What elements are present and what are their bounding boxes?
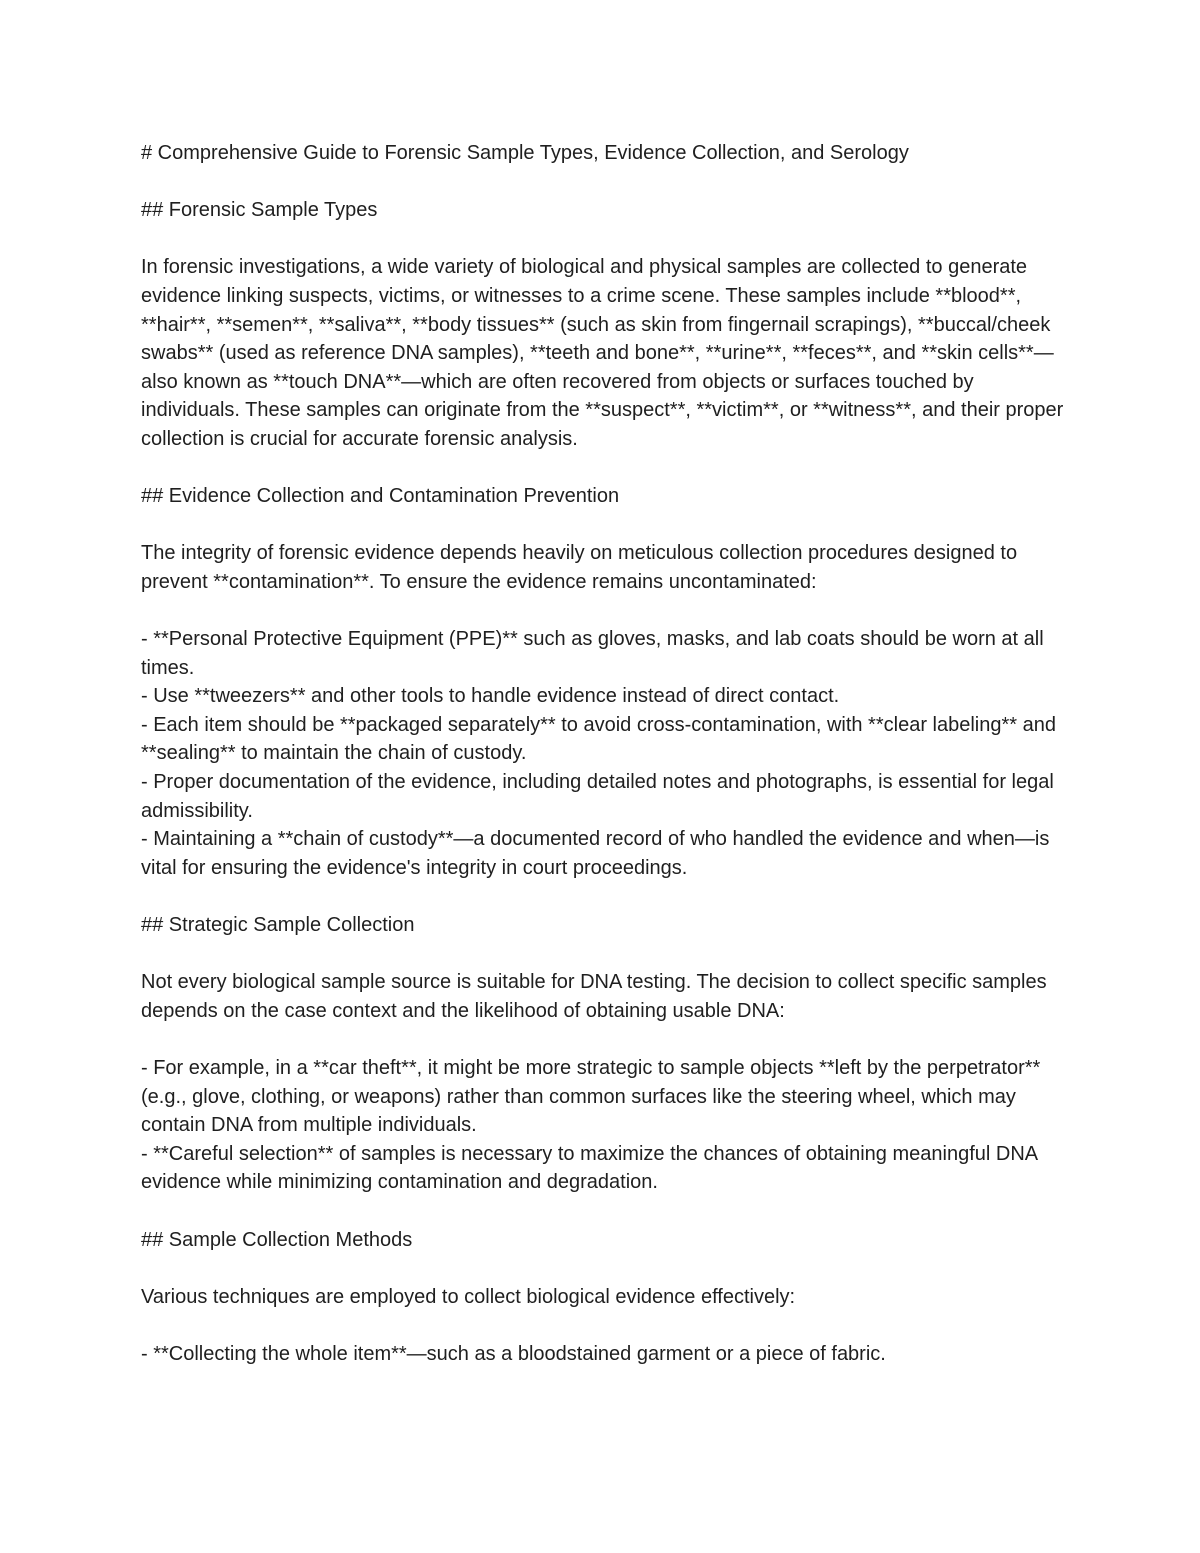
section-heading-contamination: ## Evidence Collection and Contamination Prevention: [141, 485, 620, 508]
list-item: - Proper documentation of the evidence, including detailed notes and photographs, is essential for legal admissibility.: [141, 771, 1054, 822]
list-item: - Maintaining a **chain of custody**—a documented record of who handled the evidence and when—is vital for ensuring the evidence's integrity in court proceedings.: [141, 828, 1050, 879]
section-heading-sample-types: ## Forensic Sample Types: [141, 199, 378, 222]
section-heading-methods: ## Sample Collection Methods: [141, 1228, 413, 1251]
list-item: - **Personal Protective Equipment (PPE)** such as gloves, masks, and lab coats should be worn at all times.: [141, 628, 1044, 679]
paragraph-sample-types: In forensic investigations, a wide variety of biological and physical samples are collected to generate evidence linking suspects, victims, or witnesses to a crime scene. These samples include **blood**, **hair**, **semen**, **saliva**, **body tissues** (such as skin from fingernail scrapings), **buccal/cheek swabs** (used as reference DNA samples), **teeth and bone**, **urine**, **feces**, and **skin cells**—also known as **touch DNA**—which are often recovered from objects or surfaces touched by individuals. These samples can originate from the **suspect**, **victim**, or **witness**, and their proper collection is crucial for accurate forensic analysis.: [141, 256, 1064, 450]
list-methods: [141, 1340, 1071, 1369]
paragraph-strategic: Not every biological sample source is suitable for DNA testing. The decision to collect specific samples depends on the case context and the likelihood of obtaining usable DNA:: [141, 971, 1047, 1022]
paragraph-methods: Various techniques are employed to collect biological evidence effectively:: [141, 1285, 796, 1308]
list-item: - For example, in a **car theft**, it might be more strategic to sample objects **left by the perpetrator** (e.g., glove, clothing, or weapons) rather than common surfaces like the steering wheel, which may contain DNA from multiple individuals.: [141, 1057, 1041, 1137]
list-item: - **Collecting the whole item**—such as a bloodstained garment or a piece of fabric.: [141, 1342, 886, 1365]
list-item: - Use **tweezers** and other tools to handle evidence instead of direct contact.: [141, 685, 840, 708]
list-item: - **Careful selection** of samples is necessary to maximize the chances of obtaining meaningful DNA evidence while minimizing contamination and degradation.: [141, 1142, 1037, 1194]
section-heading-strategic: ## Strategic Sample Collection: [141, 914, 415, 937]
document-title: # Comprehensive Guide to Forensic Sample Types, Evidence Collection, and Serology: [141, 142, 909, 164]
list-item: - Each item should be **packaged separately** to avoid cross-contamination, with **clear labeling** and **sealing** to maintain the chain of custody.: [141, 713, 1056, 765]
list-contamination: [141, 625, 1071, 882]
document-body: [141, 139, 1071, 1397]
list-strategic: [141, 1054, 1071, 1197]
paragraph-contamination: The integrity of forensic evidence depends heavily on meticulous collection procedures designed to prevent **contamination**. To ensure the evidence remains uncontaminated:: [141, 542, 1018, 593]
